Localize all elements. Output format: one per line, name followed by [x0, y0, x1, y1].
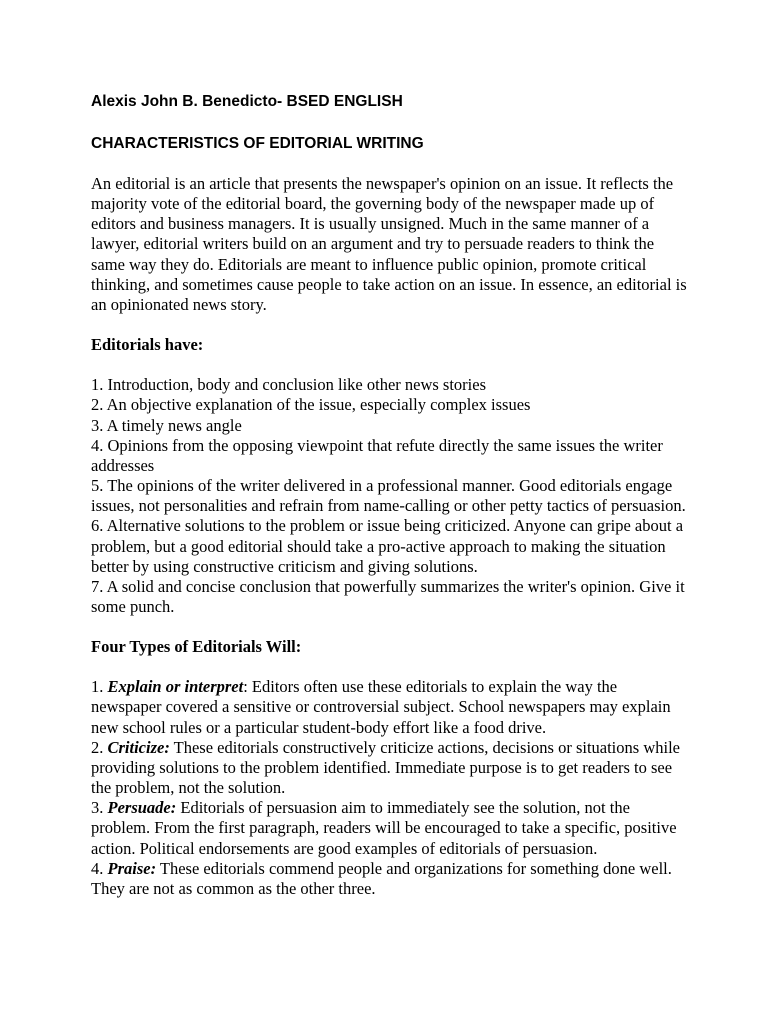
type-description: Editorials of persuasion aim to immediately see the solution, not the problem. From the first paragraph, readers will be encouraged to take a specific, positive action. Political endorsements are good examples of editorials of persuasion.	[91, 798, 677, 858]
list-item	[91, 738, 691, 798]
type-description: : Editors often use these editorials to explain the way the newspaper covered a sensitive or controversial subject. School newspapers may explain new school rules or a particular student-body effort like a food drive.	[91, 677, 671, 737]
type-label: Persuade:	[107, 798, 177, 818]
list-item: 4. Opinions from the opposing viewpoint that refute directly the same issues the writer addresses	[91, 435, 663, 475]
author-line: Alexis John B. Benedicto- BSED ENGLISH	[91, 93, 403, 110]
four-types-list	[91, 677, 691, 899]
list-item: 2. An objective explanation of the issue, especially complex issues	[91, 395, 531, 415]
type-description: These editorials commend people and organizations for something done well. They are not as common as the other three.	[91, 858, 672, 898]
type-label: Criticize:	[107, 737, 170, 757]
editorials-have-heading: Editorials have:	[91, 335, 204, 355]
list-item	[91, 798, 691, 858]
list-item: 5. The opinions of the writer delivered in a professional manner. Good editorials engage issues, not personalities and refrain from name-calling or other petty tactics of persuasion.	[91, 476, 686, 516]
four-types-heading: Four Types of Editorials Will:	[91, 637, 302, 657]
list-item: 6. Alternative solutions to the problem or issue being criticized. Anyone can gripe about a problem, but a good editorial should take a pro-active approach to making the situation better by using constructive criticism and giving solutions.	[91, 516, 684, 576]
document-body	[91, 92, 691, 919]
editorials-have-list	[91, 375, 691, 617]
list-item	[91, 677, 691, 737]
list-item: 3. A timely news angle	[91, 415, 242, 435]
intro-paragraph: An editorial is an article that presents the newspaper's opinion on an issue. It reflects the majority vote of the editorial board, the governing body of the newspaper made up of editors and business managers. It is usually unsigned. Much in the same manner of a lawyer, editorial writers build on an argument and try to persuade readers to think the same way they do. Editorials are meant to influence public opinion, promote critical thinking, and sometimes cause people to take action on an issue. In essence, an editorial is an opinionated news story.	[91, 174, 687, 314]
list-item: 1. Introduction, body and conclusion like other news stories	[91, 375, 487, 395]
type-number: 1.	[91, 677, 108, 697]
list-item	[91, 859, 691, 899]
type-description: These editorials constructively criticize actions, decisions or situations while providing solutions to the problem identified. Immediate purpose is to get readers to see the problem, not the solution.	[91, 737, 680, 798]
type-number: 3.	[91, 798, 108, 818]
type-label: Praise:	[107, 858, 157, 878]
type-number: 4.	[91, 858, 108, 878]
type-label: Explain or interpret	[107, 677, 244, 697]
type-number: 2.	[91, 737, 108, 757]
list-item: 7. A solid and concise conclusion that powerfully summarizes the writer's opinion. Give it some punch.	[91, 576, 685, 616]
document-title: CHARACTERISTICS OF EDITORIAL WRITING	[91, 135, 424, 152]
